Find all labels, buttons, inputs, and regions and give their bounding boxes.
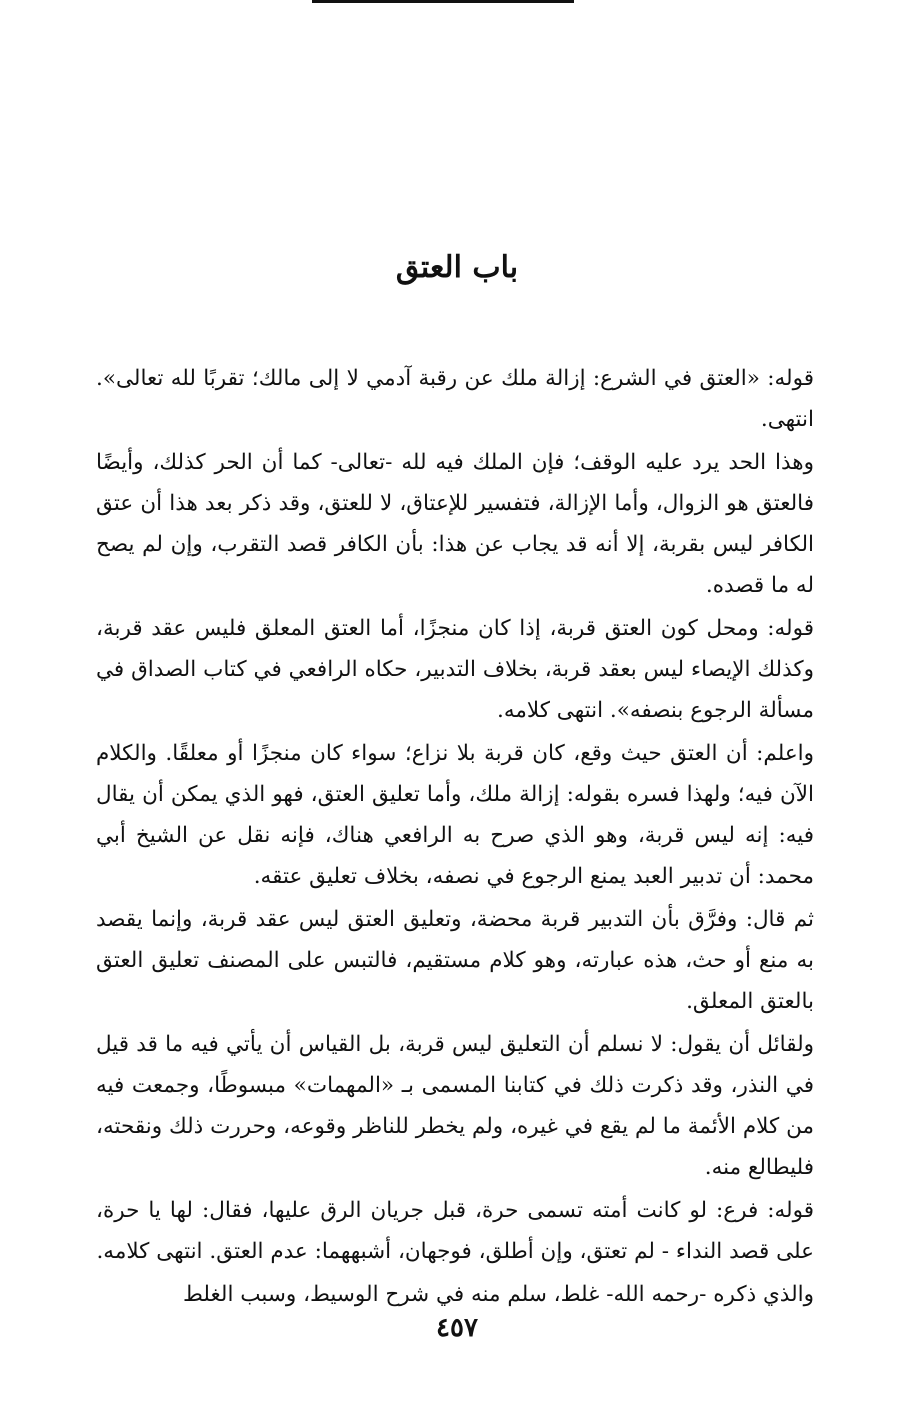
paragraph: قوله: فرع: لو كانت أمته تسمى حرة، قبل جريان الرق عليها، فقال: لها يا حرة، على قصد النداء - لم تعتق، وإن أطلق، فوجهان، أشبههما: عدم العتق. انتهى كلامه. (96, 1198, 814, 1264)
page-body (96, 358, 814, 1317)
page-number: ٤٥٧ (436, 1313, 478, 1343)
paragraph: والذي ذكره -رحمه الله- غلط، سلم منه في شرح الوسيط، وسبب الغلط (183, 1282, 814, 1307)
top-rule (312, 0, 574, 3)
paragraph: قوله: «العتق في الشرع: إزالة ملك عن رقبة آدمي لا إلى مالك؛ تقربًا لله تعالى». انتهى. (96, 366, 814, 432)
paragraph: واعلم: أن العتق حيث وقع، كان قربة بلا نزاع؛ سواء كان منجزًا أو معلقًا. والكلام الآن فيه؛ ولهذا فسره بقوله: إزالة ملك، وأما تعليق العتق، فهو الذي يمكن أن يقال فيه: إنه ليس قربة، وهو الذي صرح به الرافعي هناك، فإنه نقل عن الشيخ أبي محمد: أن تدبير العبد يمنع الرجوع في نصفه، بخلاف تعليق عتقه. (96, 741, 814, 889)
paragraph: ولقائل أن يقول: لا نسلم أن التعليق ليس قربة، بل القياس أن يأتي فيه ما قد قيل في النذر، وقد ذكرت ذلك في كتابنا المسمى بـ «المهمات» مبسوطًا، وجمعت فيه من كلام الأئمة ما لم يقع في غيره، ولم يخطر للناظر وقوعه، وحررت ذلك ونقحته، فليطالع منه. (96, 1032, 814, 1180)
paragraph: وهذا الحد يرد عليه الوقف؛ فإن الملك فيه لله -تعالى- كما أن الحر كذلك، وأيضًا فالعتق هو الزوال، وأما الإزالة، فتفسير للإعتاق، لا للعتق، وقد ذكر بعد هذا أن عتق الكافر ليس بقربة، إلا أنه قد يجاب عن هذا: بأن الكافر قصد التقرب، وإن لم يصح له ما قصده. (96, 450, 814, 598)
paragraph: قوله: ومحل كون العتق قربة، إذا كان منجزًا، أما العتق المعلق فليس عقد قربة، وكذلك الإيصاء ليس بعقد قربة، بخلاف التدبير، حكاه الرافعي في كتاب الصداق في مسألة الرجوع بنصفه». انتهى كلامه. (96, 616, 814, 723)
chapter-title: باب العتق (395, 250, 519, 285)
paragraph: ثم قال: وفرَّق بأن التدبير قربة محضة، وتعليق العتق ليس عقد قربة، وإنما يقصد به منع أو حث، هذه عبارته، وهو كلام مستقيم، فالتبس على المصنف تعليق العتق بالعتق المعلق. (96, 907, 814, 1014)
